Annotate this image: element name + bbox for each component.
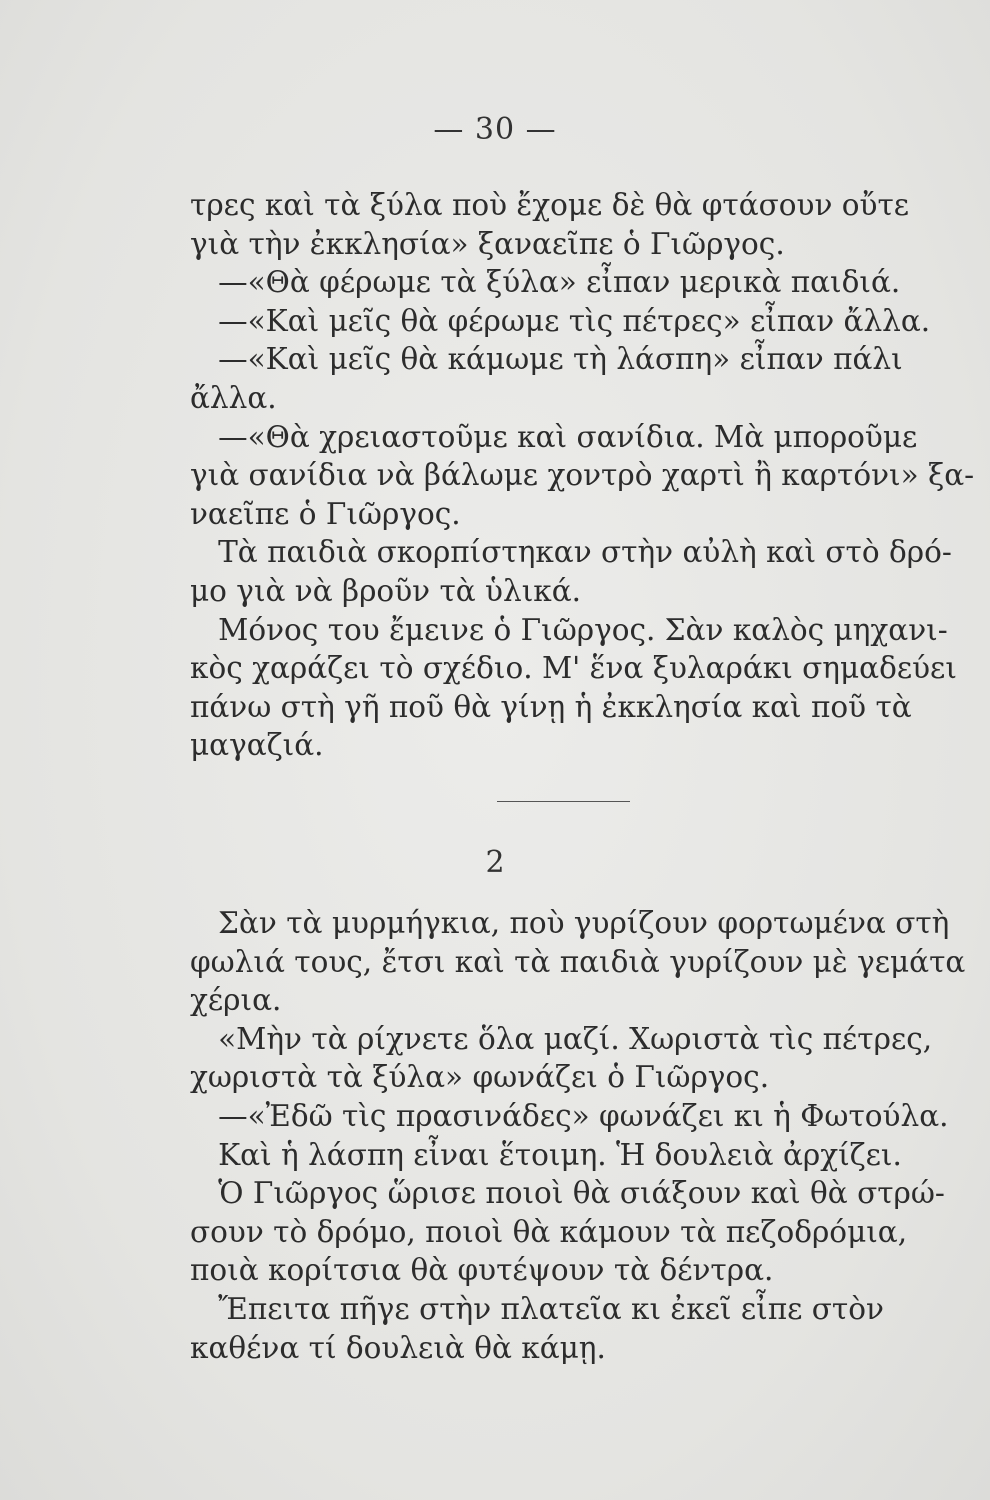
text-line: χέρια.	[190, 983, 282, 1018]
text-line: φωλιά τους, ἔτσι καὶ τὰ παιδιὰ γυρίζουν μὲ γεμάτα	[190, 944, 966, 979]
text-line: Ὁ Γιῶργος ὥρισε ποιοὶ θὰ σιάξουν καὶ θὰ στρώ-	[190, 1176, 945, 1211]
text-line: καθένα τί δουλειὰ θὰ κάμῃ.	[190, 1330, 606, 1365]
text-block-after-break	[190, 904, 966, 1367]
page-number: — 30 —	[433, 112, 557, 147]
text-line: ἄλλα.	[190, 380, 277, 415]
text-line: «Μὴν τὰ ρίχνετε ὅλα μαζί. Χωριστὰ τὶς πέτρες,	[190, 1021, 933, 1056]
text-line: τρες καὶ τὰ ξύλα ποὺ ἔχομε δὲ θὰ φτάσουν οὔτε	[190, 188, 910, 222]
section-number: 2	[485, 845, 505, 880]
text-line: μο γιὰ νὰ βροῦν τὰ ὑλικά.	[190, 573, 581, 608]
text-line: Καὶ ἡ λάσπη εἶναι ἕτοιμη. Ἡ δουλειὰ ἀρχίζει.	[190, 1137, 902, 1172]
text-line: χωριστὰ τὰ ξύλα» φωνάζει ὁ Γιῶργος.	[190, 1060, 770, 1095]
text-line: γιὰ τὴν ἐκκλησία» ξαναεῖπε ὁ Γιῶργος.	[190, 226, 785, 261]
text-line: —«Θὰ φέρωμε τὰ ξύλα» εἶπαν μερικὰ παιδιά.	[190, 265, 901, 300]
text-line: ναεῖπε ὁ Γιῶργος.	[190, 496, 461, 531]
text-line: πάνω στὴ γῆ ποῦ θὰ γίνῃ ἡ ἐκκλησία καὶ ποῦ τὰ	[190, 689, 912, 724]
text-line: κὸς χαράζει τὸ σχέδιο. Μ' ἕνα ξυλαράκι σημαδεύει	[190, 651, 957, 686]
text-line: Ἔπειτα πῆγε στὴν πλατεῖα κι ἐκεῖ εἶπε στὸν	[190, 1291, 884, 1326]
section-divider	[497, 801, 630, 802]
text-line: —«Ἐδῶ τὶς πρασινάδες» φωνάζει κι ἡ Φωτούλα.	[190, 1098, 949, 1133]
text-line: —«Καὶ μεῖς θὰ φέρωμε τὶς πέτρες» εἶπαν ἄλλα.	[190, 303, 931, 338]
text-line: Σὰν τὰ μυρμήγκια, ποὺ γυρίζουν φορτωμένα στὴ	[190, 906, 950, 940]
text-line: σουν τὸ δρόμο, ποιοὶ θὰ κάμουν τὰ πεζοδρόμια,	[190, 1214, 908, 1249]
text-line: ποιὰ κορίτσια θὰ φυτέψουν τὰ δέντρα.	[190, 1253, 774, 1288]
text-line: γιὰ σανίδια νὰ βάλωμε χοντρὸ χαρτὶ ἢ καρτόνι» ξα-	[190, 458, 975, 493]
text-line: —«Θὰ χρειαστοῦμε καὶ σανίδια. Μὰ μποροῦμε	[190, 419, 918, 454]
text-line: Μόνος του ἔμεινε ὁ Γιῶργος. Σὰν καλὸς μηχανι-	[190, 612, 948, 647]
text-block-before-break	[190, 186, 975, 765]
text-line: Τὰ παιδιὰ σκορπίστηκαν στὴν αὐλὴ καὶ στὸ δρό-	[190, 535, 952, 570]
text-line: —«Καὶ μεῖς θὰ κάμωμε τὴ λάσπη» εἶπαν πάλι	[190, 342, 903, 377]
text-line: μαγαζιά.	[190, 728, 324, 763]
